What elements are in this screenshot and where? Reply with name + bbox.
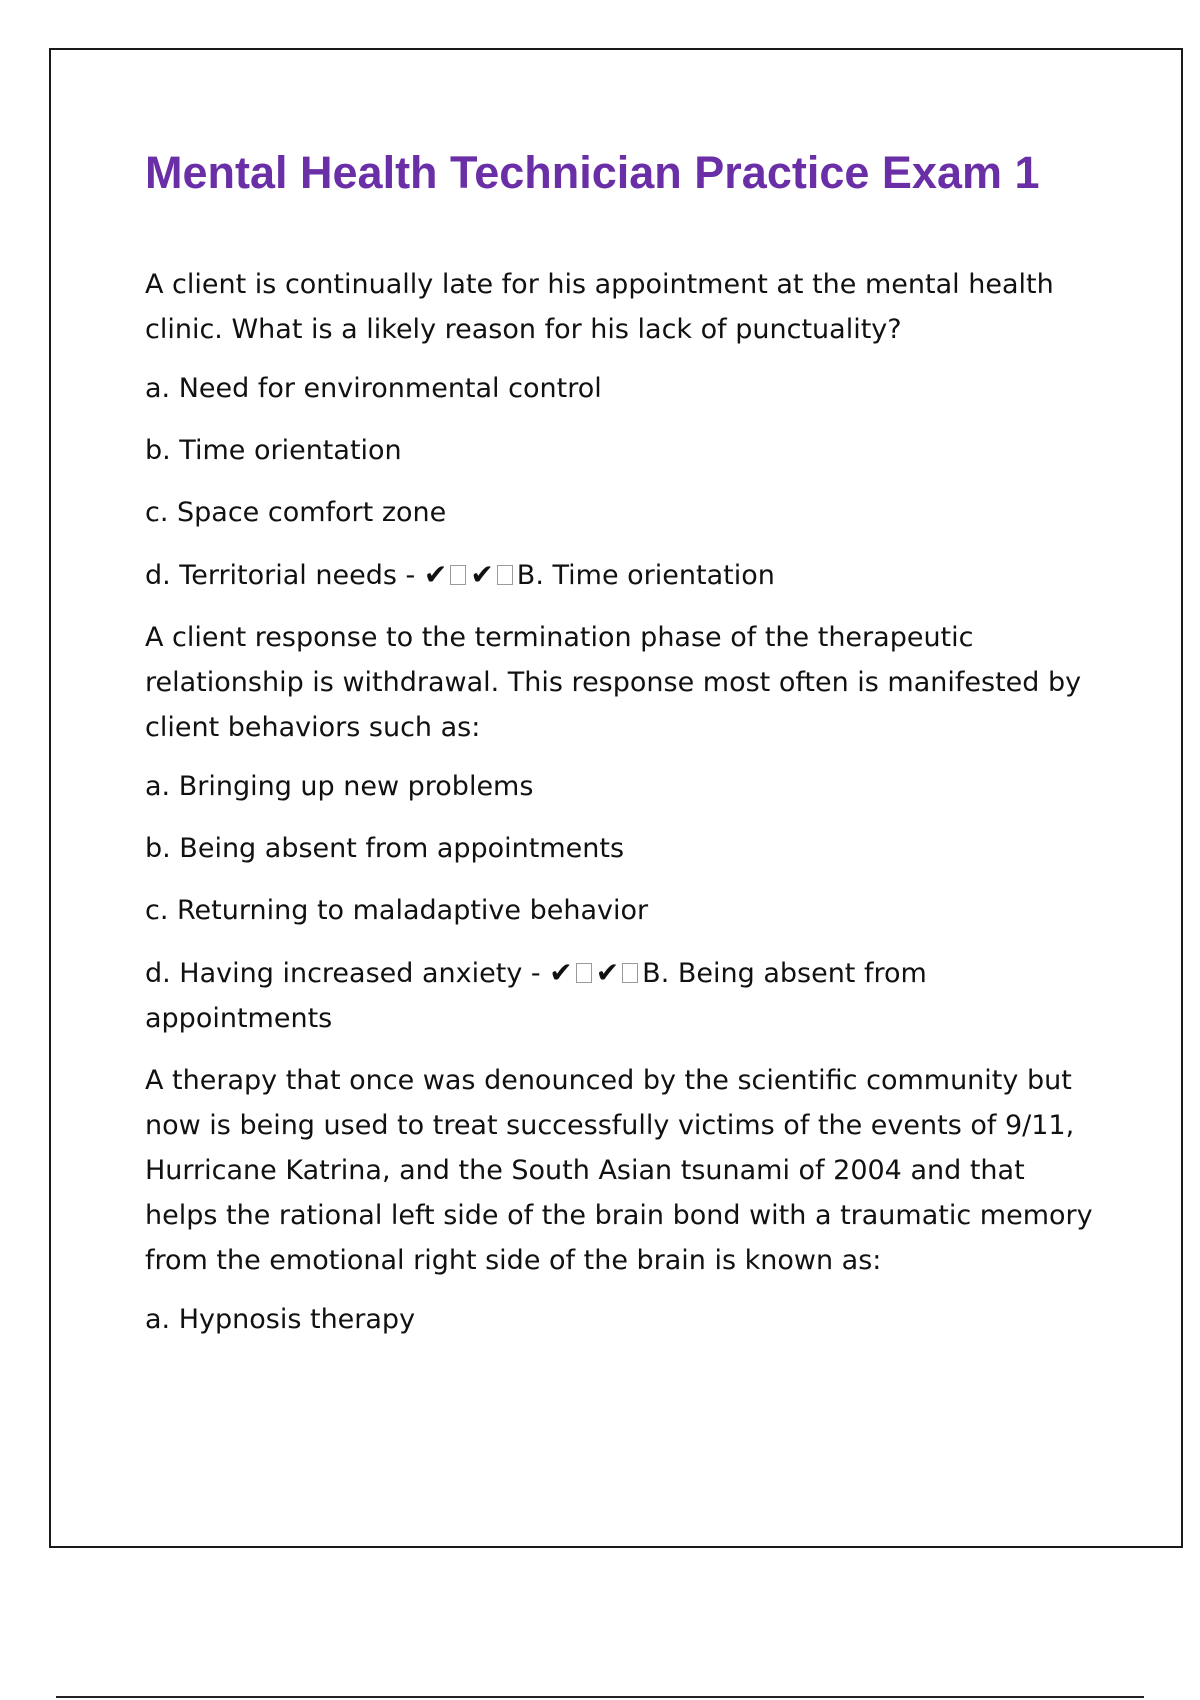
question-1 <box>145 262 1105 598</box>
page-title: Mental Health Technician Practice Exam 1 <box>145 147 1040 198</box>
option-d-text: d. Having increased anxiety - <box>145 958 541 989</box>
question-2 <box>145 615 1105 1041</box>
box-icon <box>497 565 513 585</box>
check-icon: ✔ <box>549 956 573 989</box>
option-b: b. Being absent from appointments <box>145 833 625 864</box>
check-icon: ✔ <box>595 956 620 989</box>
answer-text: B. Being absent from appointments <box>145 958 927 1034</box>
answer-marker <box>424 560 517 591</box>
box-icon <box>622 963 638 983</box>
option-d <box>145 950 1105 1041</box>
document-content <box>145 146 1105 1342</box>
option-a: a. Hypnosis therapy <box>145 1304 416 1335</box>
check-icon: ✔ <box>423 558 448 591</box>
option-c: c. Space comfort zone <box>145 497 447 528</box>
answer-marker <box>549 958 642 989</box>
option-a: a. Need for environmental control <box>145 373 602 404</box>
question-3 <box>145 1058 1105 1342</box>
question-text: A client response to the termination phase of the therapeutic relationship is withdrawal. This response most often is manifested by client behaviors such as: <box>145 622 1082 743</box>
option-b: b. Time orientation <box>145 435 402 466</box>
option-a: a. Bringing up new problems <box>145 771 534 802</box>
option-d-text: d. Territorial needs - <box>145 560 416 591</box>
question-text: A client is continually late for his appointment at the mental health clinic. What is a likely reason for his lack of punctuality? <box>145 269 1054 345</box>
check-icon: ✔ <box>470 558 494 591</box>
option-d <box>145 552 1105 598</box>
footer-divider <box>56 1696 1144 1698</box>
answer-text: B. Time orientation <box>516 560 775 591</box>
page-frame <box>49 48 1183 1548</box>
box-icon <box>450 565 466 585</box>
question-text: A therapy that once was denounced by the scientific community but now is being used to treat successfully victims of the events of 9/11, Hurricane Katrina, and the South Asian tsunami of 2004 and that helps the rational left side of the brain bond with a traumatic memory from the emotional right side of the brain is known as: <box>145 1065 1093 1276</box>
option-c: c. Returning to maladaptive behavior <box>145 895 649 926</box>
box-icon <box>576 963 592 983</box>
